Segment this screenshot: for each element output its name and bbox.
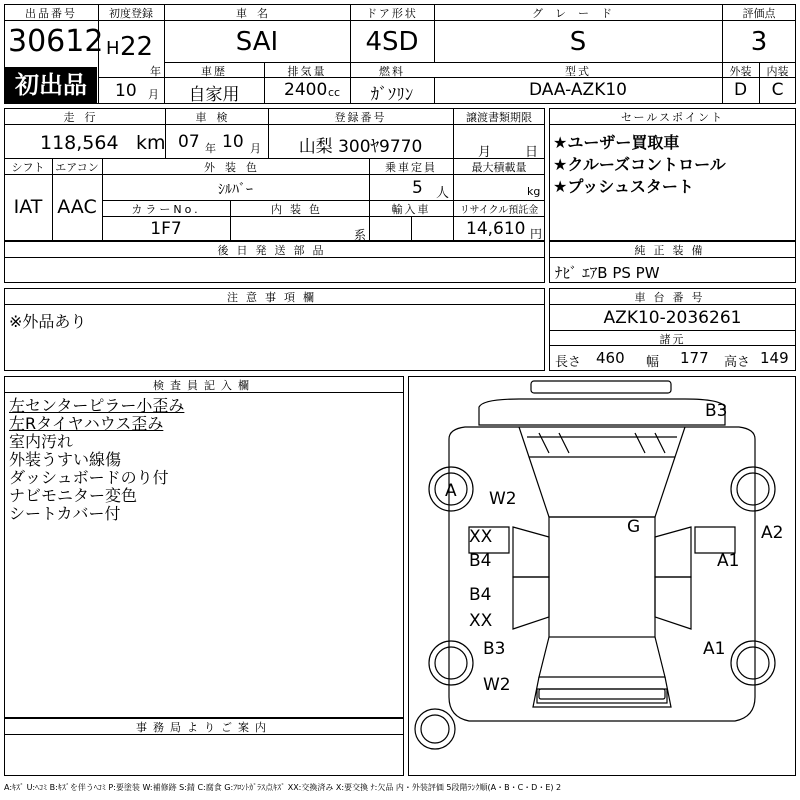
history: 自家用 (188, 85, 240, 105)
chassis-label: 車台番号 (634, 291, 711, 304)
mileage-label: 走行 (63, 111, 106, 124)
model-code: DAA-AZK10 (529, 80, 627, 100)
mark-xx-2: XX (469, 611, 493, 631)
inspector-note: 左Rタイヤハウス歪み (9, 414, 164, 433)
mark-b4-2: B4 (469, 585, 492, 605)
door-type: 4SD (365, 27, 419, 57)
inspector-note: ダッシュボードのり付 (9, 468, 169, 487)
displacement: 2400 (284, 80, 328, 100)
import-label: 輸入車 (391, 203, 431, 216)
grade: S (569, 27, 587, 57)
ext-grade: D (733, 80, 748, 100)
score: 3 (750, 27, 768, 57)
inspector-label: 検査員記入欄 (153, 379, 255, 392)
legend: A:ｷｽﾞ U:ﾍｺﾐ B:ｷｽﾞを伴うﾍｺﾐ P:要塗装 W:補修跡 S:錆 C:腐食 G:ﾌﾛﾝﾄｶﾞﾗｽ点ｷｽﾞ XX:交換済み X:要交換 ﾅ:欠品 内・外装評価 5段階ﾗﾝｸ順(A・B・C・D・E) 2 (4, 783, 562, 792)
inspector-note: 左センターピラー小歪み (9, 396, 185, 415)
color-no: 1F7 (150, 219, 182, 239)
car-name: SAI (235, 27, 279, 57)
model-label: 型式 (565, 65, 591, 78)
mark-a2: A2 (761, 523, 784, 543)
inspection-month: 10 (222, 132, 244, 152)
int-grade: C (771, 80, 784, 100)
door-label: ドア形状 (366, 7, 418, 20)
reg-month: 10 (115, 81, 137, 101)
recycle-fee: 14,610 (466, 219, 526, 239)
shift-label: シフト (11, 161, 45, 174)
mark-b3-bottom: B3 (483, 639, 506, 659)
shift: IAT (13, 196, 43, 218)
cautions-label: 注意事項欄 (227, 291, 322, 304)
first-listing-badge: 初出品 (5, 67, 97, 103)
transfer-label: 譲渡書類期限 (466, 111, 532, 124)
recycle-label: リサイクル預託金 (459, 205, 539, 216)
office-label: 事務局よりご案内 (136, 721, 272, 734)
height-label: 高さ (724, 355, 751, 370)
load-unit: kg (527, 185, 541, 198)
inspection-year-unit: 年 (205, 142, 216, 155)
mark-a1-1: A1 (717, 551, 740, 571)
width-label: 幅 (646, 355, 660, 370)
capacity: 5 (412, 178, 423, 198)
history-label: 車歴 (201, 65, 227, 78)
era: H (106, 38, 120, 59)
equipment-value: ﾅﾋﾞ ｴｱB PS PW (555, 264, 660, 282)
plate-label: 登録番号 (334, 111, 387, 124)
transfer-day: 日 (525, 145, 539, 160)
color-no-label: カラーNo. (131, 203, 201, 216)
ext-grade-label: 外装 (729, 65, 752, 78)
plate-number: 山梨 300ﾔ9770 (298, 137, 423, 157)
capacity-unit: 人 (436, 186, 450, 201)
mark-g: G (627, 517, 641, 537)
car-name-label: 車名 (236, 7, 278, 20)
inspector-note: 外装うすい線傷 (9, 450, 122, 469)
int-color-unit: 系 (354, 228, 367, 242)
transfer-month: 月 (478, 145, 492, 160)
year-unit: 年 (150, 65, 161, 78)
mark-w2-left: W2 (489, 489, 517, 509)
reg-year: 22 (120, 32, 154, 62)
inspector-note: 室内汚れ (9, 432, 74, 451)
cautions-value: ※外品あり (9, 312, 87, 331)
score-label: 評価点 (742, 7, 776, 20)
mark-xx-1: XX (469, 527, 493, 547)
displacement-label: 排気量 (287, 65, 327, 78)
displacement-unit: cc (328, 86, 341, 99)
mileage: 118,564 (40, 132, 119, 154)
ac: AAC (57, 196, 97, 218)
inspection-month-unit: 月 (250, 142, 261, 155)
length: 460 (596, 349, 625, 367)
length-label: 長さ (555, 355, 582, 370)
ext-color-label: 外装色 (204, 161, 267, 174)
inspector-note: ナビモニター変色 (9, 486, 138, 505)
inspection-label: 車検 (195, 111, 238, 124)
fuel: ｶﾞｿﾘﾝ (370, 85, 414, 105)
inspection-year: 07 (178, 132, 200, 152)
sales-points-label: セールスポイント (620, 111, 724, 124)
ext-color: ｼﾙﾊﾞｰ (218, 182, 253, 198)
load-label: 最大積載量 (471, 161, 527, 174)
width: 177 (680, 349, 709, 367)
sales-point: ★クルーズコントロール (553, 155, 726, 174)
lot-label: 出品番号 (25, 7, 77, 20)
mark-b4-1: B4 (469, 551, 492, 571)
int-grade-label: 内装 (766, 65, 789, 78)
first-reg-label: 初度登録 (109, 7, 153, 20)
later-parts-label: 後日発送部品 (217, 244, 332, 257)
height: 149 (760, 349, 789, 367)
mark-b3-top: B3 (705, 401, 728, 421)
grade-label: グレード (532, 7, 624, 20)
mark-w2-bottom: W2 (483, 675, 511, 695)
month-unit: 月 (148, 88, 159, 101)
mark-a1-2: A1 (703, 639, 726, 659)
recycle-unit: 円 (530, 227, 543, 241)
chassis-number: AZK10-2036261 (603, 308, 742, 328)
mark-a-tire: A (445, 481, 457, 501)
lot-number: 30612 (8, 24, 104, 59)
inspector-note: シートカバー付 (9, 504, 121, 523)
sales-point: ★プッシュスタート (553, 177, 694, 196)
capacity-label: 乗車定員 (385, 161, 437, 174)
fuel-label: 燃料 (379, 65, 405, 78)
int-color-label: 内装色 (271, 203, 328, 216)
car-diagram (408, 376, 796, 776)
specs-label: 諸元 (659, 333, 686, 346)
sales-point: ★ユーザー買取車 (553, 133, 680, 152)
mileage-unit: km (136, 132, 166, 154)
ac-label: エアコン (55, 161, 99, 174)
equipment-label: 純正装備 (634, 244, 711, 257)
